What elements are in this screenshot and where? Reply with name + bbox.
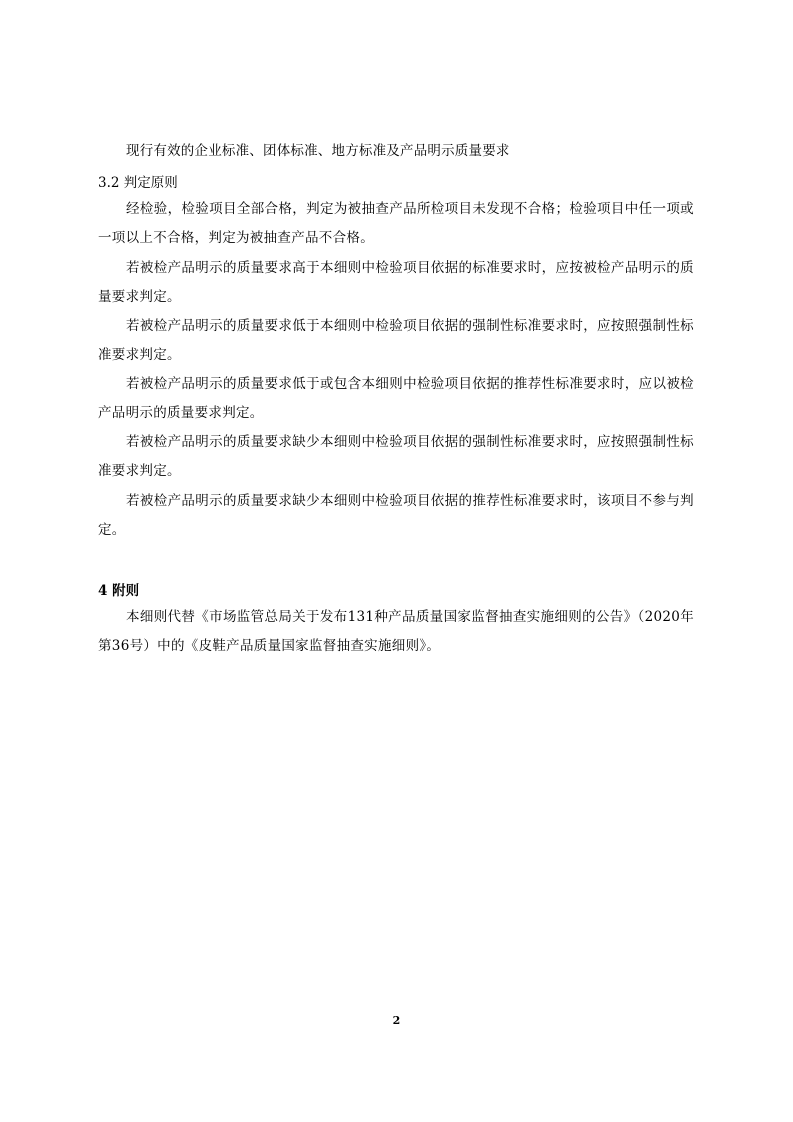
paragraph-missing-mandatory: 若被检产品明示的质量要求缺少本细则中检验项目依据的强制性标准要求时，应按照强制性标准要求判定。: [98, 434, 694, 479]
intro-line: 现行有效的企业标准、团体标准、地方标准及产品明示质量要求: [126, 143, 510, 159]
paragraph-lower-than-mandatory: 若被检产品明示的质量要求低于本细则中检验项目依据的强制性标准要求时，应按照强制性标准要求判定。: [98, 318, 694, 363]
paragraph-missing-recommended: 若被检产品明示的质量要求缺少本细则中检验项目依据的推荐性标准要求时，该项目不参与判定。: [98, 493, 694, 538]
section-3-2-heading: 3.2 判定原则: [98, 175, 178, 191]
page-number: 2: [392, 1014, 401, 1027]
paragraph-supplementary: 本细则代替《市场监管总局关于发布131种产品质量国家监督抽查实施细则的公告》（2020年第36号）中的《皮鞋产品质量国家监督抽查实施细则》。: [98, 609, 694, 654]
section-4-heading: 4 附则: [98, 583, 140, 599]
paragraph-judgment-rule: 经检验，检验项目全部合格，判定为被抽查产品所检项目未发现不合格；检验项目中任一项或一项以上不合格，判定为被抽查产品不合格。: [98, 201, 694, 246]
paragraph-higher-requirement: 若被检产品明示的质量要求高于本细则中检验项目依据的标准要求时，应按被检产品明示的质量要求判定。: [98, 260, 694, 305]
paragraph-lower-than-recommended: 若被检产品明示的质量要求低于或包含本细则中检验项目依据的推荐性标准要求时，应以被检产品明示的质量要求判定。: [98, 376, 694, 421]
